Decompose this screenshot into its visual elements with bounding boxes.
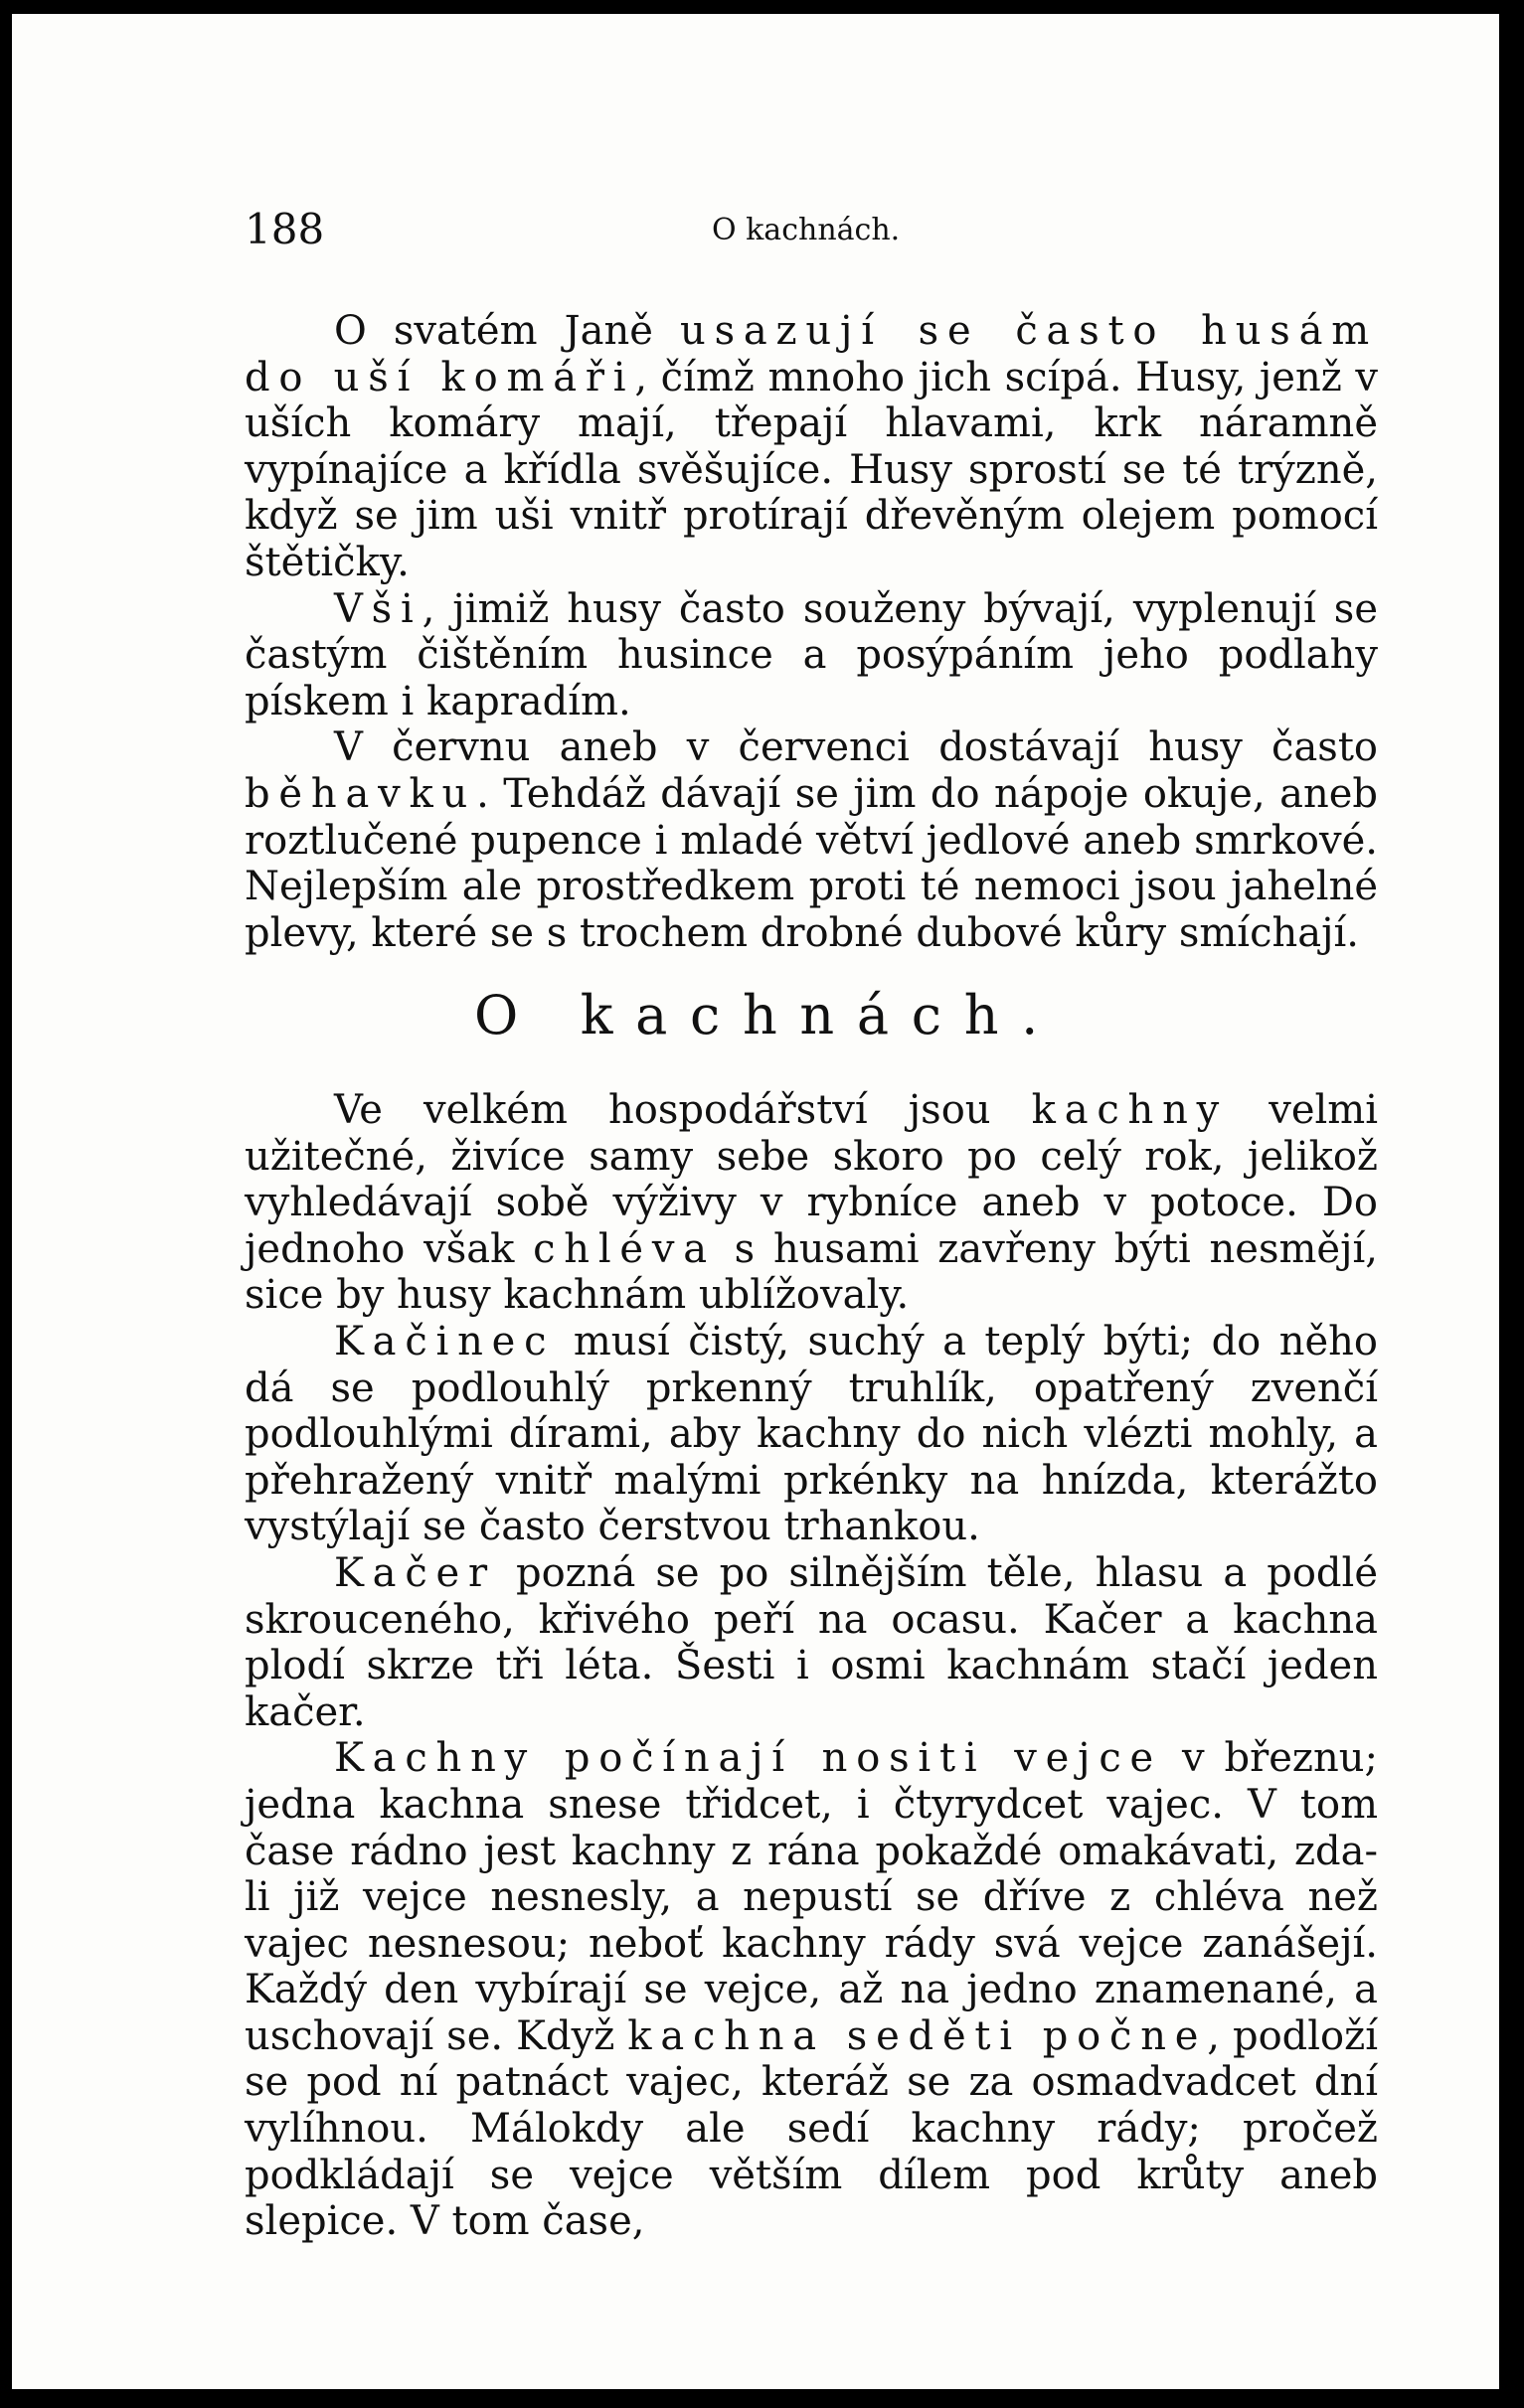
paragraph: Ve velkém hospodářství jsou kachny velmi užitečné, živíce samy sebe skoro po celý rok, jelikož vyhledávají sobě výživy v rybníce aneb v potoce. Do jednoho však chléva s husami zavřeny býti nesmějí, sice by husy kachnám ublížovaly. bbox=[245, 1087, 1378, 1319]
paragraph: O svatém Janě usazují se často husám do uší komáři, čímž mnoho jich scípá. Husy, jenž v uších komáry mají, třepají hlavami, krk náramně vypínajíce a křídla svěšujíce. Husy sprostí se té trýzně, když se jim uši vnitř protírají dřevěným olejem pomocí štětičky. bbox=[245, 308, 1378, 585]
spaced-term: chléva bbox=[533, 1225, 716, 1272]
paragraph: Kačinec musí čistý, suchý a teplý býti; do něho dá se podlouhlý prkenný truhlík, opatřený zvenčí podlouhlými dírami, aby kachny do nich vlézti mohly, a přehražený vnitř malými prkénky na hnízda, kterážto vystýlají se často čerstvou trhankou. bbox=[245, 1318, 1378, 1550]
paragraph: Vši, jimiž husy často souženy bývají, vyplenují se častým čištěním husince a posýpáním jeho podlahy pískem i kapradím. bbox=[245, 585, 1378, 724]
spaced-term: Kačer bbox=[334, 1549, 496, 1596]
running-head: O kachnách. bbox=[712, 213, 901, 247]
spaced-term: kachna seděti počne bbox=[627, 2012, 1208, 2059]
section-title: O kachnách. bbox=[473, 984, 1061, 1046]
paragraph: Kačer pozná se po silnějším těle, hlasu a podlé skrouceného, křivého peří na ocasu. Kačer a kachna plodí skrze tři léta. Šesti i osmi kachnám stačí jeden kačer. bbox=[245, 1549, 1378, 1735]
text-block-ducks bbox=[245, 1087, 1378, 2245]
paragraph: V červnu aneb v červenci dostávají husy často běhavku. Tehdáž dávají se jim do nápoje okuje, aneb roztlučené pupence i mladé větví jedlové aneb smrkové. Nejlepším ale prostředkem proti té nemoci jsou jahelné plevy, které se s trochem drobné dubové kůry smíchají. bbox=[245, 724, 1378, 956]
spaced-term: usazují se často husám do uší komáři bbox=[245, 308, 1378, 401]
spaced-term: Kačinec bbox=[334, 1318, 556, 1365]
spaced-term: kachny bbox=[1031, 1087, 1229, 1133]
text-block-geese bbox=[245, 308, 1378, 956]
spaced-term: Vši bbox=[334, 585, 423, 632]
spaced-term: Kachny počínají nositi vejce bbox=[334, 1735, 1163, 1782]
book-page bbox=[12, 14, 1505, 2389]
paragraph: Kachny počínají nositi vejce v březnu; jedna kachna snese třidcet, i čtyrydcet vajec. V tom čase rádno jest kachny z rána pokaždé omakávati, zda-li již vejce nesnesly, a nepustí se dříve z chléva než vajec nesnesou; neboť kachny rády svá vejce zanášejí. Každý den vybírají se vejce, až na jedno znamenané, a uschovají se. Když kachna seděti počne, podloží se pod ní patnáct vajec, kteráž se za osmadvadcet dní vylíhnou. Málokdy ale sedí kachny rády; pročež podkládají se vejce větším dílem pod krůty aneb slepice. V tom čase, bbox=[245, 1735, 1379, 2245]
page-number: 188 bbox=[245, 205, 325, 253]
page-header bbox=[245, 205, 1378, 264]
spaced-term: běhavku bbox=[245, 770, 477, 817]
